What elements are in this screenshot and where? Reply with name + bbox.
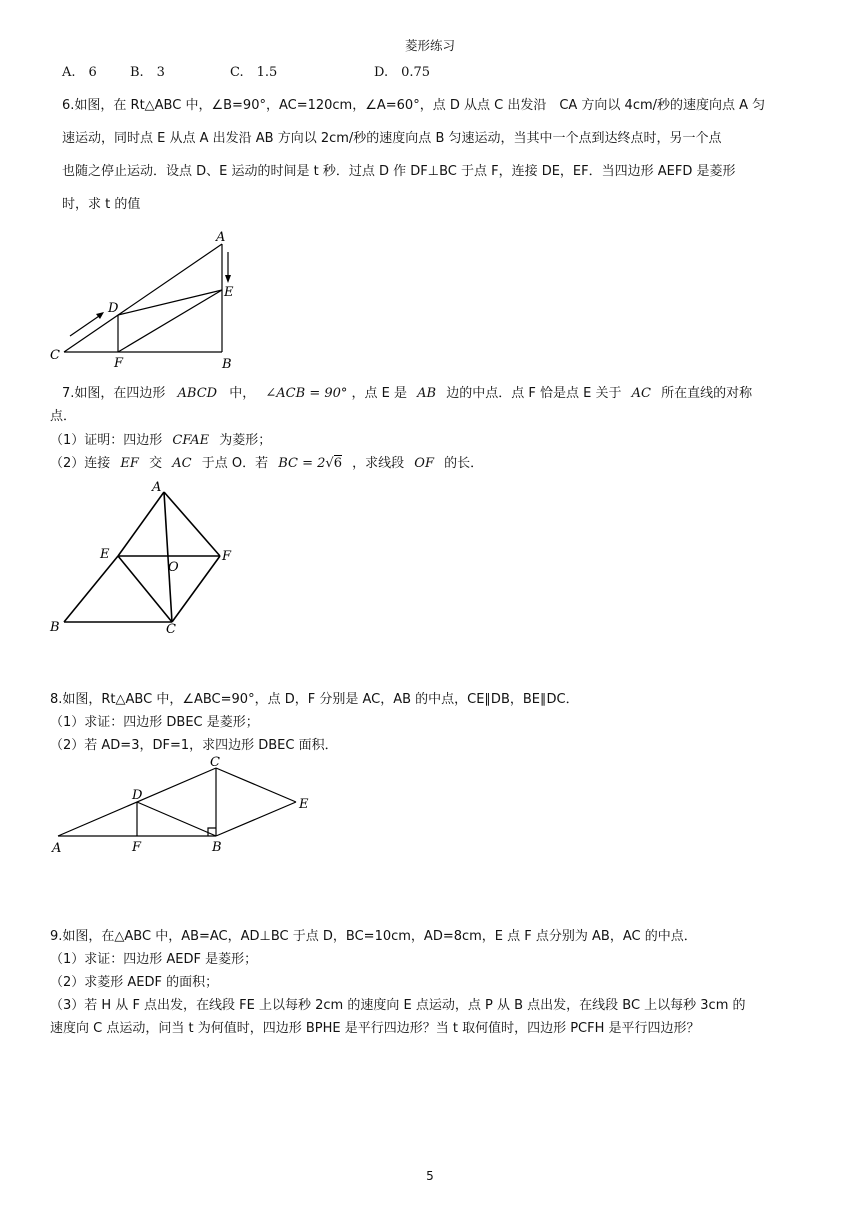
label-f: F [132, 840, 142, 855]
q6-line: 速运动，同时点 E 从点 A 出发沿 AB 方向以 2cm/秒的速度向点 B 匀速运动，当其中一个点到达终点时，另一个点 [62, 131, 722, 146]
q6-figure [46, 228, 256, 370]
q5-option-d: D. 0.75 [374, 65, 431, 80]
q7-sub-1: （1）证明：四边形 CFAE 为菱形； [50, 433, 272, 448]
q7-figure [46, 476, 246, 640]
q5-option-c: C. 1.5 [230, 65, 278, 80]
segment-ac [164, 492, 172, 622]
q7-sub-2: （2）连接 EF 交 AC 于点 O．若 BC = 2√6 ，求线段 OF 的长． [50, 456, 484, 471]
segment-db [137, 802, 216, 836]
q9-line: 速度向 C 点运动，问当 t 为何值时，四边形 BPHE 是平行四边形？当 t 取何值时，四边形 PCFH 是平行四边形？ [50, 1021, 700, 1036]
segment-be [216, 802, 296, 836]
q6-line: 时，求 t 的值 [62, 197, 141, 212]
q7-line-1: 7.如图，在四边形 ABCD 中， ∠ACB = 90° ，点 E 是 AB 边的中点．点 F 恰是点 E 关于 AC 所在直线的对称 [62, 386, 753, 401]
label-a: A [216, 230, 226, 245]
q8-line: （2）若 AD=3，DF=1，求四边形 DBEC 面积． [50, 738, 338, 753]
math-of: OF [414, 456, 434, 471]
label-o: O [168, 560, 179, 575]
math-abcd: ABCD [177, 386, 218, 401]
label-c: C [210, 755, 220, 770]
q9-line: （2）求菱形 AEDF 的面积； [50, 975, 219, 990]
label-f: F [114, 356, 124, 371]
math-ac: AC [172, 456, 192, 471]
label-e: E [100, 547, 110, 562]
label-b: B [50, 620, 60, 635]
segment-ea [118, 492, 164, 556]
segment-be [64, 556, 118, 622]
q9-line: （1）求证：四边形 AEDF 是菱形； [50, 952, 258, 967]
label-f: F [222, 549, 232, 564]
label-a: A [52, 841, 62, 856]
label-b: B [212, 840, 222, 855]
q5-option-b: B. 3 [130, 65, 165, 80]
q8-line: （1）求证：四边形 DBEC 是菱形； [50, 715, 259, 730]
segment-ce [216, 768, 296, 802]
q9-line: （3）若 H 从 F 点出发，在线段 FE 上以每秒 2cm 的速度向 E 点运动，点 P 从 B 点出发，在线段 BC 上以每秒 3cm 的 [50, 998, 746, 1013]
page-title: 菱形练习 [404, 38, 455, 53]
q8-figure [46, 754, 326, 860]
segment-fc [172, 556, 220, 622]
page-number: 5 [426, 1169, 434, 1183]
math-ab: AB [417, 386, 437, 401]
label-a: A [152, 480, 162, 495]
segment-ec [118, 556, 172, 622]
label-b: B [222, 357, 232, 372]
label-c: C [50, 348, 60, 363]
q8-line: 8.如图，Rt△ABC 中，∠ABC=90°，点 D，F 分别是 AC，AB 的中点，CE∥DB，BE∥DC． [50, 692, 579, 707]
q5-option-a: A. 6 [62, 65, 97, 80]
math-bc: BC = 2√6 [278, 456, 342, 471]
label-e: E [224, 285, 234, 300]
segment-af [164, 492, 220, 556]
arrow-shaft-cd [70, 314, 102, 336]
segment-ef [118, 290, 222, 352]
q7-line-2: 点． [50, 409, 77, 424]
label-d: D [132, 788, 143, 803]
label-c: C [166, 622, 176, 637]
q6-line: 也随之停止运动．设点 D、E 运动的时间是 t 秒．过点 D 作 DF⊥BC 于点 F，连接 DE，EF．当四边形 AEFD 是菱形 [62, 164, 736, 179]
math-angle-acb: ∠ACB = 90° [265, 386, 348, 401]
segment-de [118, 290, 222, 315]
q9-line: 9.如图，在△ABC 中，AB=AC，AD⊥BC 于点 D，BC=10cm，AD=8cm，E 点 F 点分别为 AB，AC 的中点． [50, 929, 697, 944]
math-ac: AC [631, 386, 651, 401]
math-cfae: CFAE [172, 433, 210, 448]
q6-line: 6.如图，在 Rt△ABC 中，∠B=90°，AC=120cm，∠A=60°，点 D 从点 C 出发沿 CA 方向以 4cm/秒的速度向点 A 匀 [62, 98, 766, 113]
arrow-head-ae [225, 275, 231, 283]
label-d: D [108, 301, 119, 316]
segment-ca [64, 244, 222, 352]
label-e: E [299, 797, 309, 812]
math-ef: EF [120, 456, 139, 471]
